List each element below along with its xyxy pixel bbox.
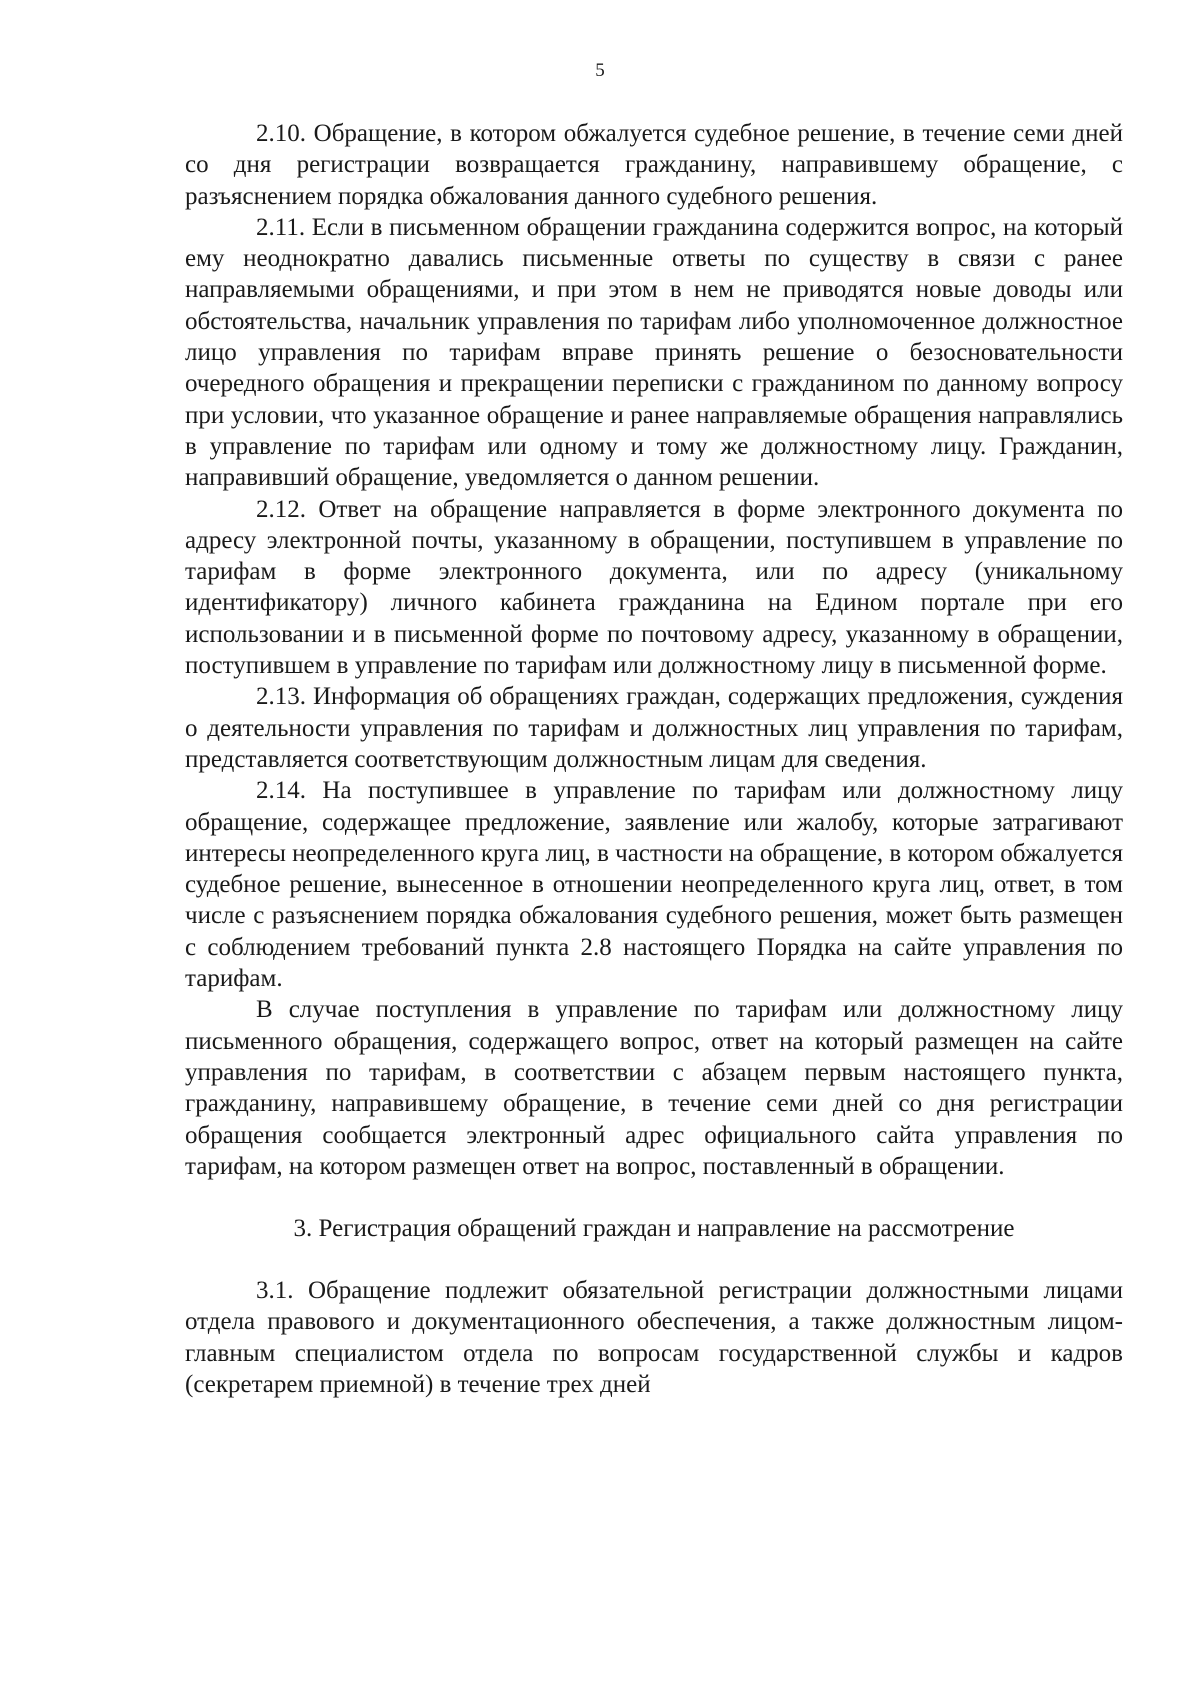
paragraph-2-11: 2.11. Если в письменном обращении гражданина содержится вопрос, на который ему неоднократно давались письменные ответы по существу в связи с ранее направляемыми обращениями, и при этом в нем не приводятся новые доводы или обстоятельства, начальник управления по тарифам либо уполномоченное должностное лицо управления по тарифам вправе принять решение о безосновательности очередного обращения и прекращении переписки с гражданином по данному вопросу при условии, что указанное обращение и ранее направляемые обращения направлялись в управление по тарифам или одному и тому же должностному лицу. Гражданин, направивший обращение, уведомляется о данном решении. xyxy=(185,213,1123,492)
page-number: 5 xyxy=(595,60,605,81)
paragraph-2-12: 2.12. Ответ на обращение направляется в форме электронного документа по адресу электронной почты, указанному в обращении, поступившем в управление по тарифам в форме электронного документа, или по адресу (уникальному идентификатору) личного кабинета гражданина на Едином портале при его использовании и в письменной форме по почтовому адресу, указанному в обращении, поступившем в управление по тарифам или должностному лицу в письменной форме. xyxy=(185,495,1123,680)
document-body xyxy=(185,118,1123,1400)
section-heading: 3. Регистрация обращений граждан и направление на рассмотрение xyxy=(293,1215,1015,1243)
paragraph-2-13: 2.13. Информация об обращениях граждан, содержащих предложения, суждения о деятельности управления по тарифам и должностных лиц управления по тарифам, представляется соответствующим должностным лицам для сведения. xyxy=(185,683,1123,773)
paragraph-2-10: 2.10. Обращение, в котором обжалуется судебное решение, в течение семи дней со дня регистрации возвращается гражданину, направившему обращение, с разъяснением порядка обжалования данного судебного решения. xyxy=(185,120,1123,210)
paragraph-2-14-continued: В случае поступления в управление по тарифам или должностному лицу письменного обращения, содержащего вопрос, ответ на который размещен на сайте управления по тарифам, в соответствии с абзацем первым настоящего пункта, гражданину, направившему обращение, в течение семи дней со дня регистрации обращения сообщается электронный адрес официального сайта управления по тарифам, на котором размещен ответ на вопрос, поставленный в обращении. xyxy=(185,996,1123,1180)
paragraph-3-1: 3.1. Обращение подлежит обязательной регистрации должностными лицами отдела правового и документационного обеспечения, а также должностным лицом- главным специалистом отдела по вопросам государственной службы и кадров (секретарем приемной) в течение трех дней xyxy=(185,1277,1123,1398)
paragraph-2-14: 2.14. На поступившее в управление по тарифам или должностному лицу обращение, содержащее предложение, заявление или жалобу, которые затрагивают интересы неопределенного круга лиц, в частности на обращение, в котором обжалуется судебное решение, вынесенное в отношении неопределенного круга лиц, ответ, в том числе с разъяснением порядка обжалования судебного решения, может быть размещен с соблюдением требований пункта 2.8 настоящего Порядка на сайте управления по тарифам. xyxy=(185,777,1123,993)
